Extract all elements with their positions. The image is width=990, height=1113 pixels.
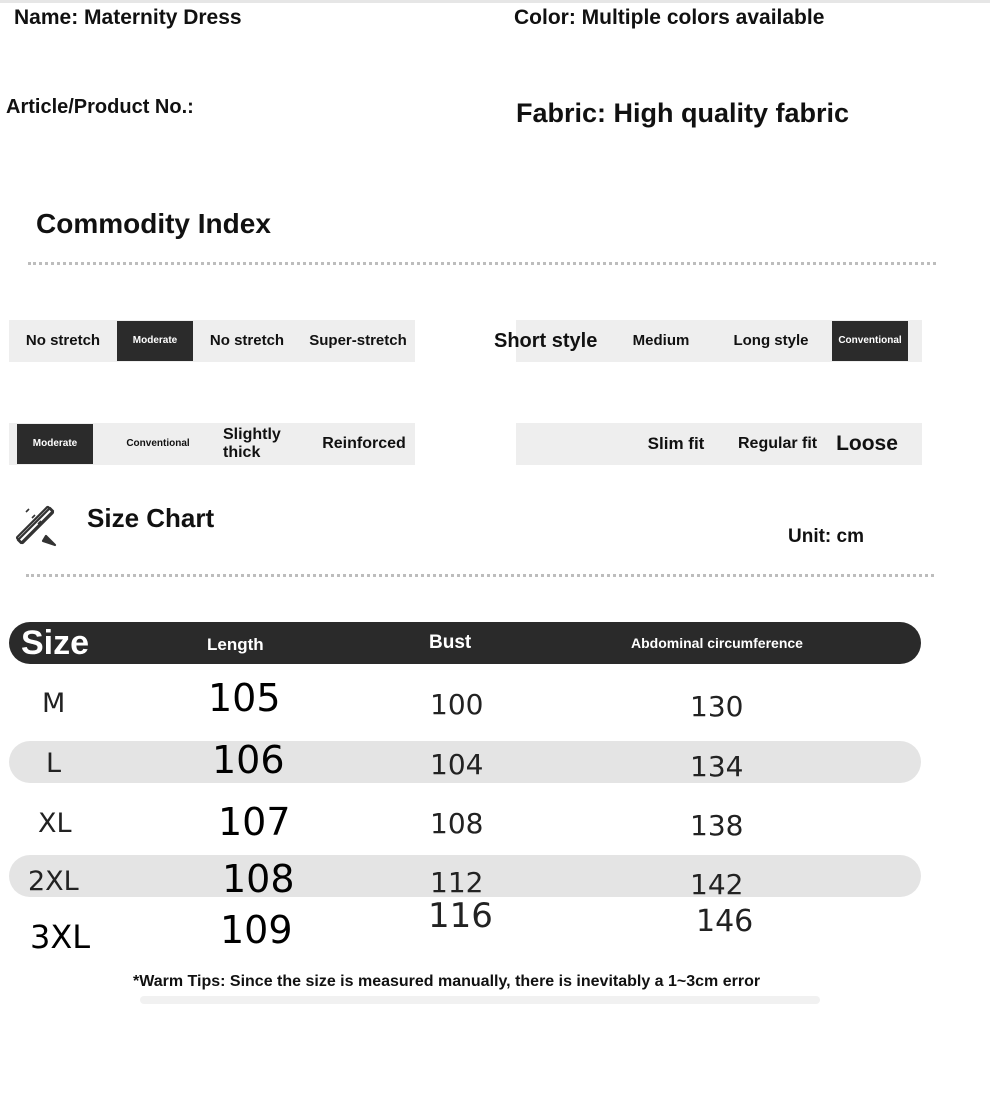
product-color: Color: Multiple colors available [514, 6, 825, 29]
divider [26, 574, 934, 577]
cell-length: 109 [220, 908, 293, 952]
index-option-selected: Conventional [832, 321, 908, 361]
index-option: Loose [836, 431, 898, 455]
ruler-pencil-icon [12, 502, 58, 548]
index-option: Super-stretch [309, 332, 407, 350]
unit-label: Unit: cm [788, 526, 864, 547]
header-length: Length [207, 635, 264, 654]
index-option-selected: Moderate [17, 424, 93, 464]
size-table-header [9, 622, 921, 664]
index-option: No stretch [25, 332, 101, 350]
cell-length: 105 [208, 676, 281, 720]
warm-tip: *Warm Tips: Since the size is measured manually, there is inevitably a 1~3cm error [133, 973, 761, 990]
cell-bust: 108 [430, 807, 484, 840]
index-row-stretch [9, 320, 415, 362]
size-chart-title: Size Chart [87, 503, 215, 533]
index-option: No stretch [209, 332, 285, 350]
index-option: Slightly thick [223, 425, 281, 461]
index-option: Medium [632, 332, 690, 350]
divider [28, 262, 936, 265]
index-option: Long style [733, 332, 809, 350]
cell-size: M [42, 688, 66, 719]
cell-length: 106 [212, 738, 285, 782]
header-abdominal: Abdominal circumference [631, 635, 803, 651]
index-row-thickness [9, 423, 415, 465]
index-option: Slim fit [647, 434, 705, 454]
cell-size: 2XL [28, 866, 79, 897]
cell-abdominal: 130 [690, 690, 744, 723]
top-border [0, 0, 990, 3]
cell-size: L [46, 748, 62, 779]
header-size: Size [21, 623, 90, 662]
faded-text-shadow [140, 996, 820, 1004]
index-option-selected: Moderate [117, 321, 193, 361]
article-number: Article/Product No.: [6, 96, 194, 118]
cell-abdominal: 146 [696, 904, 754, 939]
cell-abdominal: 142 [690, 868, 744, 901]
header-bust: Bust [429, 632, 472, 653]
cell-size: 3XL [30, 918, 91, 956]
product-name: Name: Maternity Dress [14, 6, 242, 29]
index-option-faded [516, 423, 626, 465]
commodity-index-title: Commodity Index [36, 208, 271, 239]
index-option: Conventional [126, 438, 190, 450]
cell-bust: 112 [430, 866, 484, 899]
index-option: Regular fit [738, 434, 818, 452]
product-fabric: Fabric: High quality fabric [516, 98, 850, 128]
cell-bust: 100 [430, 688, 484, 721]
cell-bust: 104 [430, 748, 484, 781]
cell-length: 107 [218, 800, 291, 844]
cell-size: XL [38, 808, 72, 839]
index-option: Reinforced [322, 434, 406, 452]
cell-abdominal: 134 [690, 750, 744, 783]
index-option-short-style: Short style [494, 329, 598, 352]
cell-bust: 116 [428, 896, 493, 936]
cell-length: 108 [222, 857, 295, 901]
cell-abdominal: 138 [690, 809, 744, 842]
index-row-fit [516, 423, 922, 465]
